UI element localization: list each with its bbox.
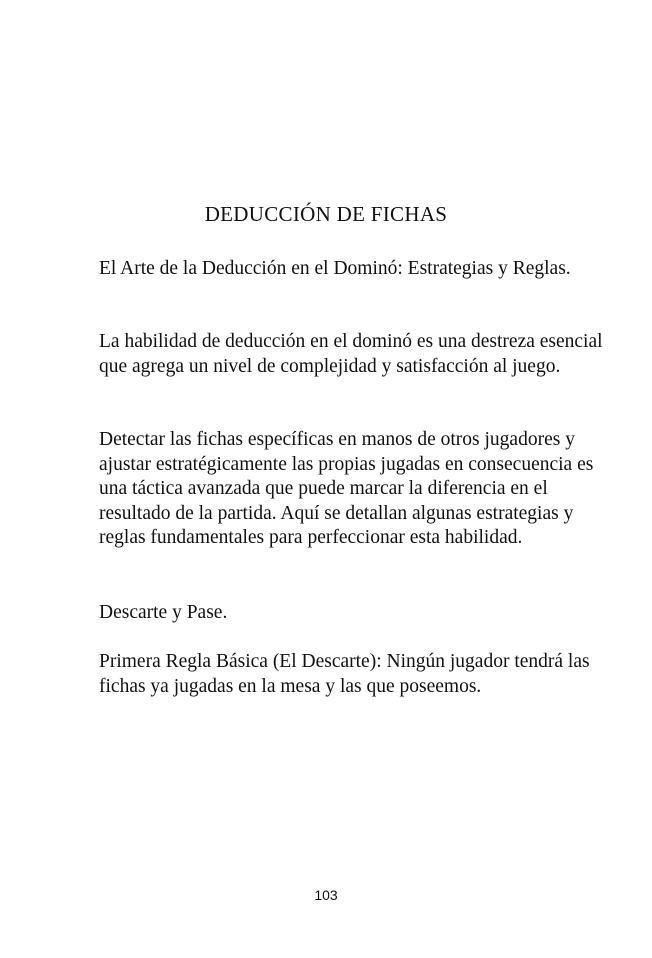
paragraph-strategy: Detectar las fichas específicas en manos de otros jugadores y ajustar estratégicamente las propias jugadas en consecuencia es una táctica avanzada que puede marcar la diferencia en el resultado de la partida. Aquí se detallan algunas estrategias y reglas fundamentales para perfeccionar esta habilidad. <box>99 429 594 549</box>
chapter-title: DEDUCCIÓN DE FICHAS <box>204 202 448 226</box>
page-number: 103 <box>314 887 338 903</box>
paragraph-section-heading: Descarte y Pase. <box>99 602 228 623</box>
paragraph-subtitle: El Arte de la Deducción en el Dominó: Estrategias y Reglas. <box>99 258 571 279</box>
paragraph-first-rule: Primera Regla Básica (El Descarte): Ningún jugador tendrá las fichas ya jugadas en la mesa y las que poseemos. <box>99 651 590 697</box>
paragraph-intro: La habilidad de deducción en el dominó es una destreza esencial que agrega un nivel de complejidad y satisfacción al juego. <box>99 331 603 377</box>
